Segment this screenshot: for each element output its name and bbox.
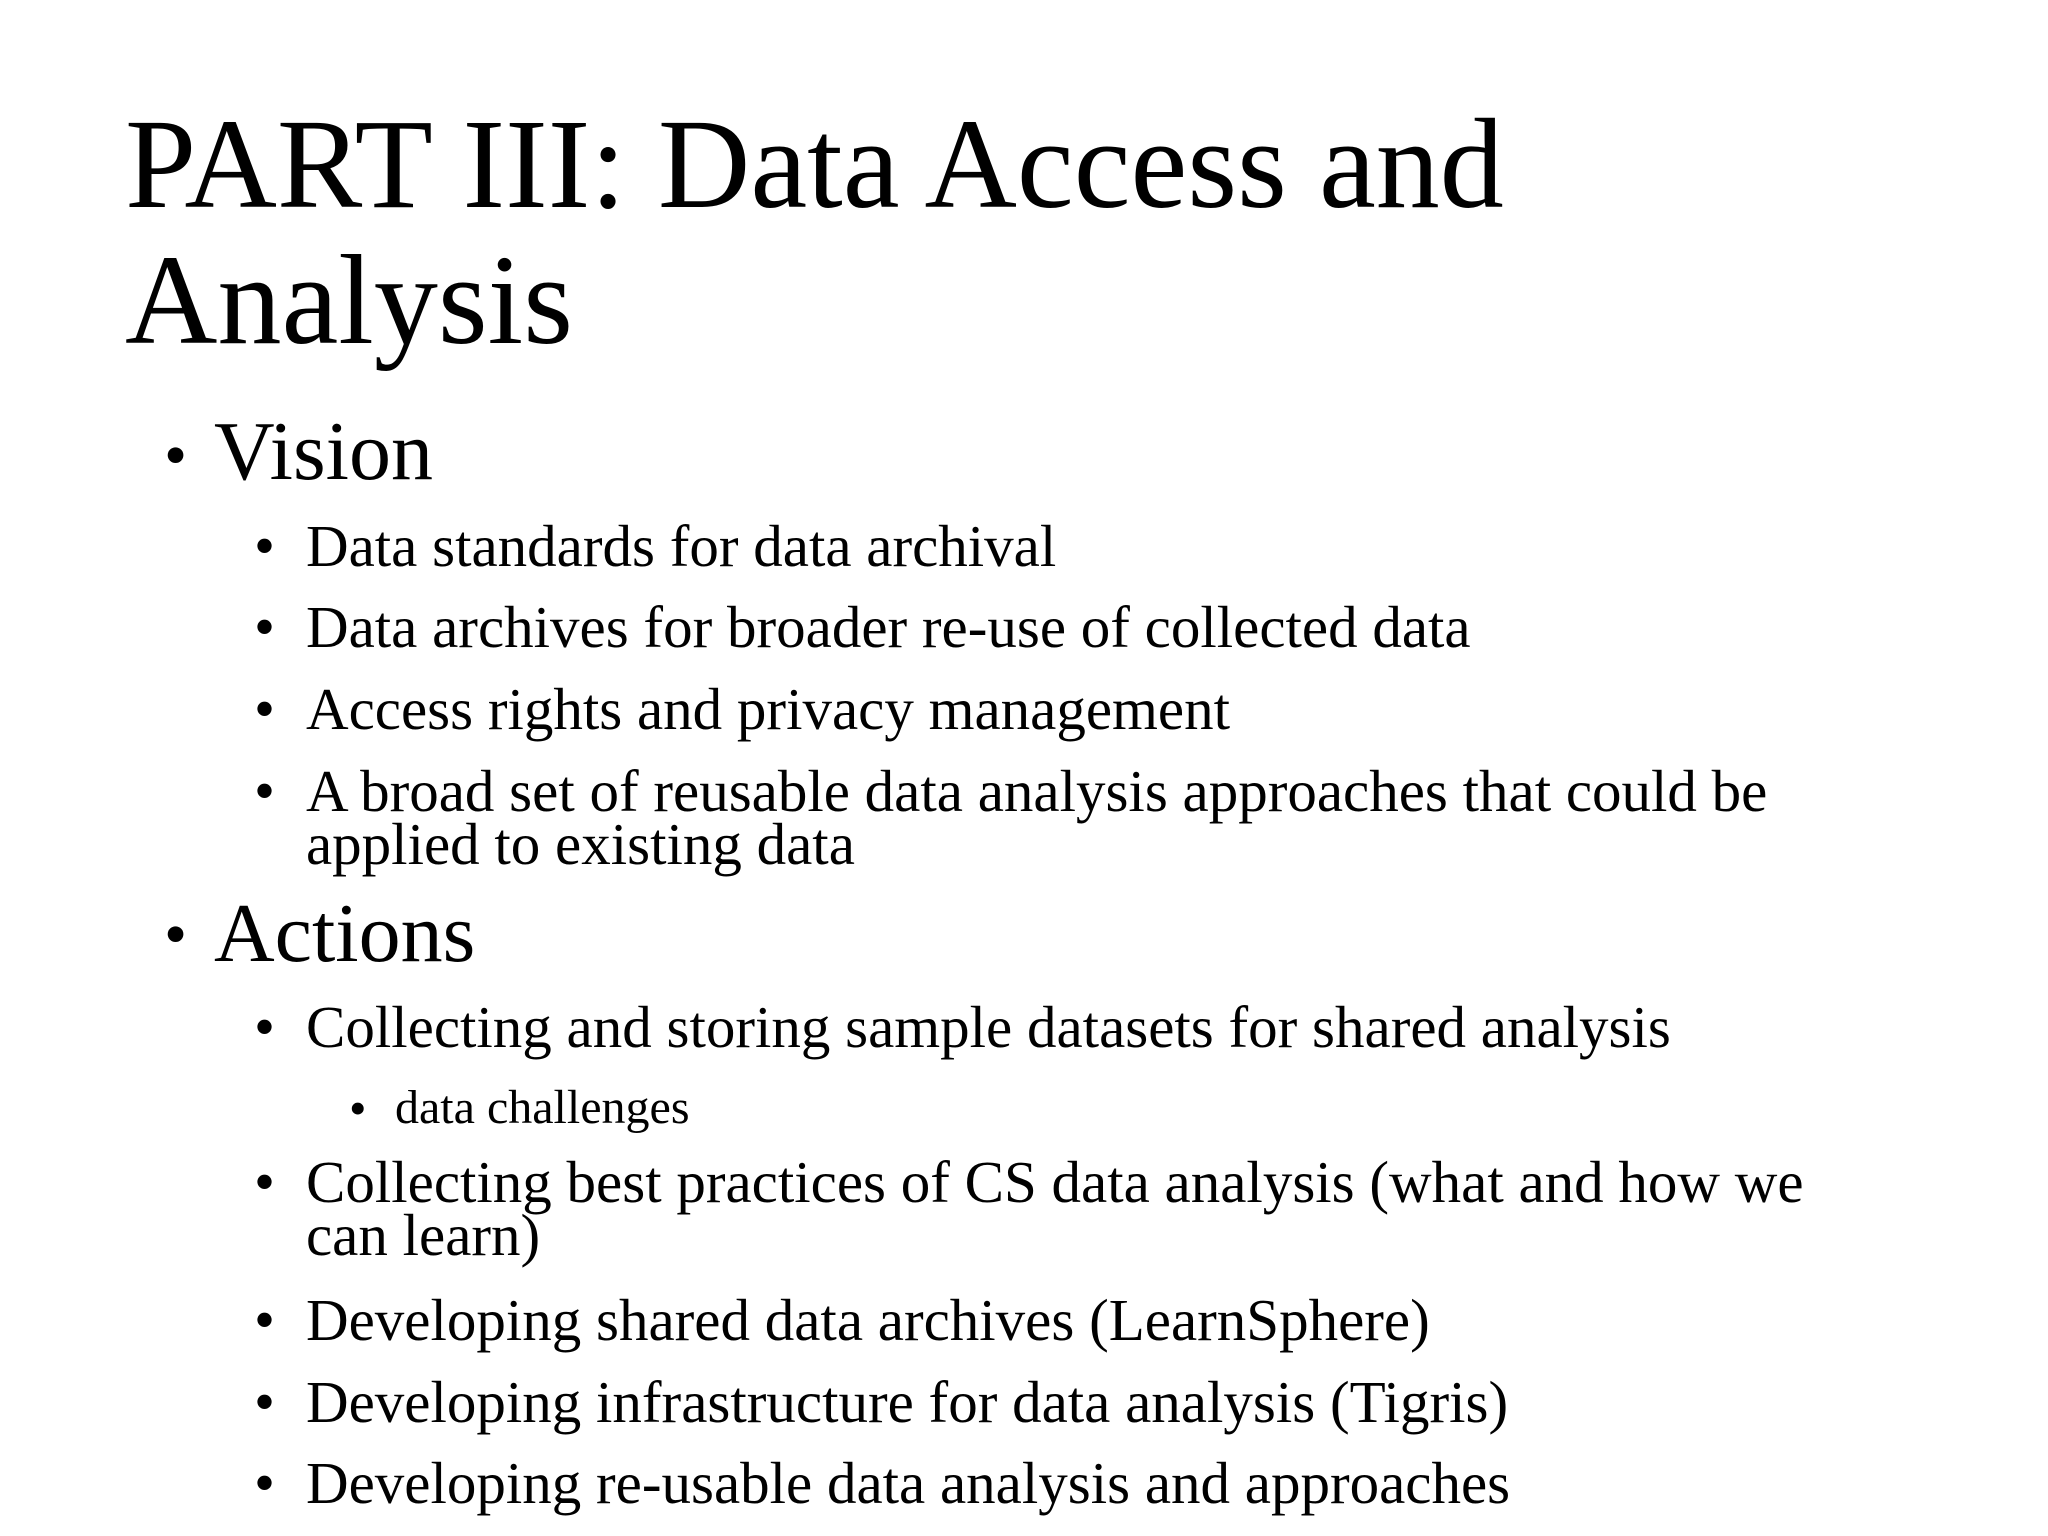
bullet-icon: • [254,594,276,660]
bullet-icon: • [254,513,276,579]
list-item: Data archives for broader re-use of collected data [306,594,1471,660]
list-item: Data standards for data archival [306,513,1057,579]
bullet-icon: • [254,1287,276,1353]
list-subitem: data challenges [395,1081,690,1134]
bullet-icon: • [164,419,188,492]
bullet-icon: • [254,994,276,1060]
section-heading-vision: Vision [214,405,433,498]
bullet-icon: • [254,676,276,742]
section-heading-actions: Actions [214,887,476,980]
bullet-icon: • [254,1369,276,1435]
list-item: Access rights and privacy management [306,676,1231,742]
list-item: Collecting best practices of CS data analysis (what and how we can learn) [306,1149,1804,1268]
bullet-icon: • [164,898,188,971]
list-item: Developing re-usable data analysis and approaches [306,1450,1511,1516]
bullet-icon: • [254,758,276,824]
bullet-icon: • [254,1450,276,1516]
list-item: Collecting and storing sample datasets for shared analysis [306,994,1671,1060]
list-item: Developing infrastructure for data analysis (Tigris) [306,1369,1509,1435]
list-item: A broad set of reusable data analysis approaches that could be applied to existing data [306,758,1768,877]
bullet-icon: • [349,1080,367,1136]
list-item: Developing shared data archives (LearnSphere) [306,1287,1430,1353]
slide-title: PART III: Data Access and Analysis [125,93,1504,371]
bullet-icon: • [254,1149,276,1215]
